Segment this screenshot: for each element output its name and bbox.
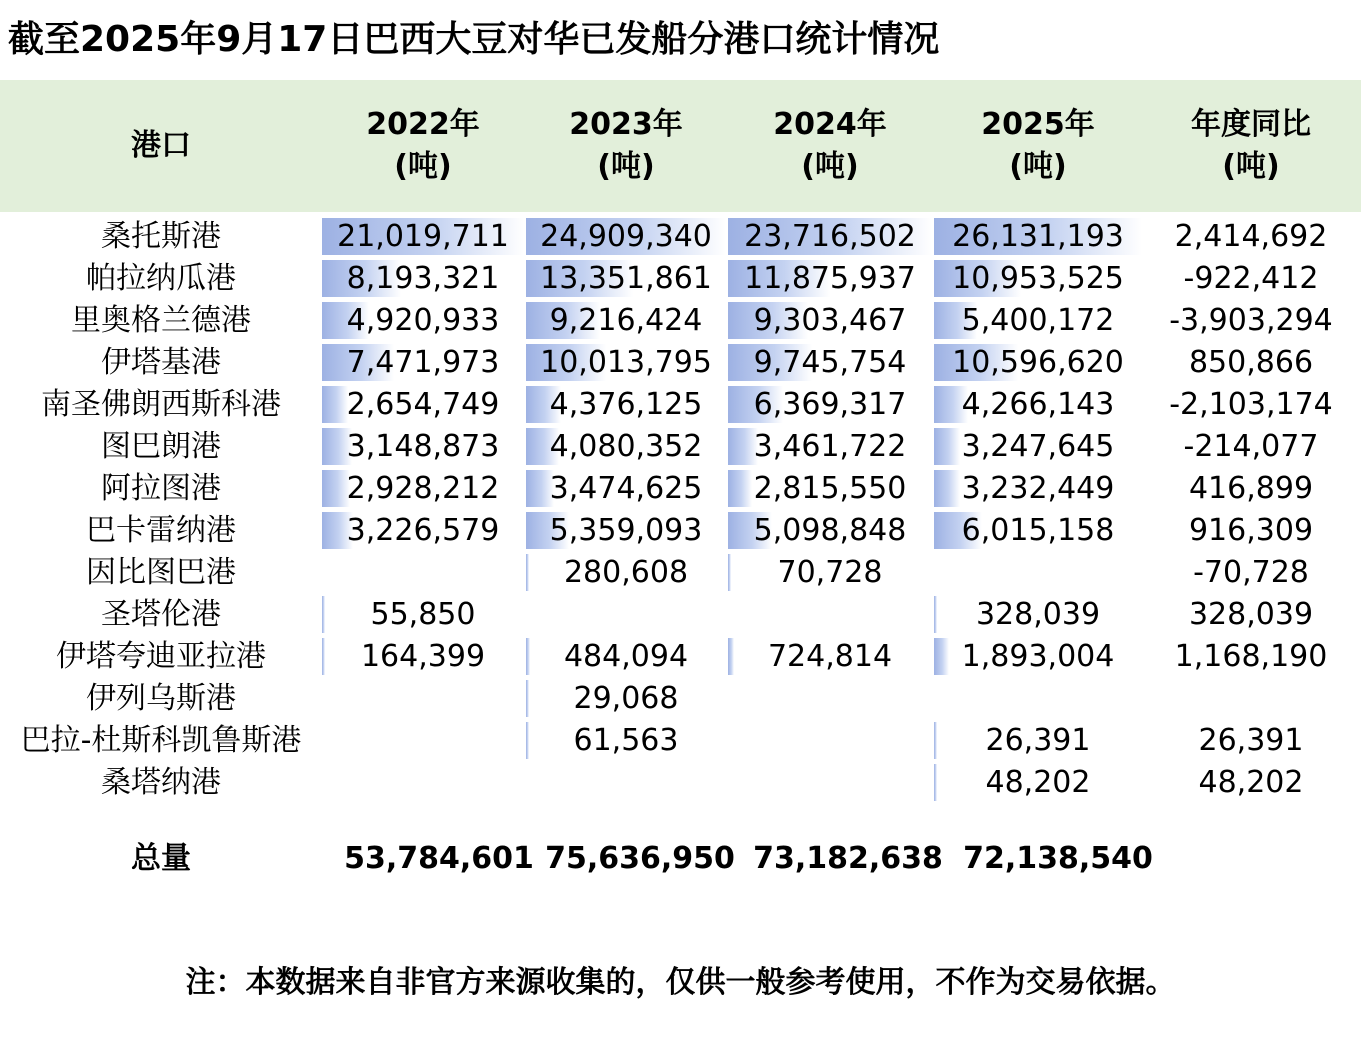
value-cell-y2025: [934, 426, 1142, 468]
value-label: -3,903,294: [1169, 303, 1333, 338]
header-label: 2023年: [569, 107, 683, 142]
port-name-cell: [0, 510, 322, 552]
value-cell-y2025: [934, 762, 1142, 804]
value-cell-y2024: [728, 258, 932, 300]
header-label: 年度同比: [1191, 107, 1311, 142]
port-name-cell: [0, 762, 322, 804]
header-label: 2025年: [981, 107, 1095, 142]
port-label: 巴拉-杜斯科凯鲁斯港: [20, 723, 302, 758]
header-unit: (吨): [1009, 149, 1067, 184]
table-row: [0, 552, 1361, 594]
value-label: 6,015,158: [961, 513, 1115, 548]
data-bar: [322, 596, 325, 633]
port-name-cell: [0, 216, 322, 258]
value-label: 9,216,424: [549, 303, 703, 338]
port-name-cell: [0, 636, 322, 678]
value-cell-y2025: [934, 552, 1142, 594]
value-cell-y2023: [526, 636, 726, 678]
value-cell-y2023: [526, 258, 726, 300]
value-cell-y2022: [322, 300, 524, 342]
table-row: [0, 258, 1361, 300]
header-label: 2022年: [366, 107, 480, 142]
port-name-cell: [0, 258, 322, 300]
value-label: 23,716,502: [744, 219, 916, 254]
value-cell-yoy: [1144, 426, 1358, 468]
data-bar: [934, 596, 937, 633]
value-label: 4,376,125: [549, 387, 703, 422]
value-label: 7,471,973: [346, 345, 500, 380]
value-cell-y2022: [322, 510, 524, 552]
value-label: -214,077: [1183, 429, 1319, 464]
value-label: 164,399: [360, 639, 486, 674]
page-title: 截至2025年9月17日巴西大豆对华已发船分港口统计情况: [8, 19, 940, 60]
value-cell-y2023: [526, 678, 726, 720]
value-label: 3,148,873: [346, 429, 500, 464]
value-label: 10,953,525: [952, 261, 1124, 296]
port-label: 伊塔夸迪亚拉港: [56, 639, 266, 674]
port-label: 帕拉纳瓜港: [86, 261, 236, 296]
value-label: 4,080,352: [549, 429, 703, 464]
port-label: 阿拉图港: [101, 471, 221, 506]
value-cell-y2023: [526, 762, 726, 804]
port-name-cell: [0, 384, 322, 426]
value-label: 484,094: [563, 639, 689, 674]
value-cell-y2022: [322, 762, 524, 804]
data-bar: [934, 638, 949, 675]
header-y2025: [934, 80, 1142, 212]
port-name-cell: [0, 426, 322, 468]
value-cell-yoy: [1144, 720, 1358, 762]
value-cell-y2022: [322, 594, 524, 636]
value-cell-yoy: [1144, 762, 1358, 804]
total-value-y2024: 73,182,638: [753, 841, 943, 876]
value-cell-y2024: [728, 594, 932, 636]
value-cell-y2022: [322, 720, 524, 762]
value-cell-yoy: [1144, 216, 1358, 258]
data-bar: [934, 722, 937, 759]
value-label: -2,103,174: [1169, 387, 1333, 422]
table-row: [0, 300, 1361, 342]
value-label: 6,369,317: [753, 387, 907, 422]
value-cell-yoy: [1144, 342, 1358, 384]
value-label: 26,391: [1198, 723, 1304, 758]
port-name-cell: [0, 300, 322, 342]
header-unit: (吨): [394, 149, 452, 184]
value-cell-yoy: [1144, 468, 1358, 510]
total-value-y2023: 75,636,950: [545, 841, 735, 876]
value-label: 13,351,861: [540, 261, 712, 296]
value-label: 61,563: [573, 723, 679, 758]
data-bar: [934, 764, 937, 801]
value-label: 10,013,795: [540, 345, 712, 380]
value-cell-y2024: [728, 510, 932, 552]
value-cell-y2022: [322, 342, 524, 384]
data-bar: [728, 638, 734, 675]
port-label: 伊塔基港: [101, 345, 221, 380]
port-name-cell: [0, 468, 322, 510]
value-cell-y2023: [526, 384, 726, 426]
port-label: 伊列乌斯港: [86, 681, 236, 716]
data-bar: [526, 638, 530, 675]
table-row: [0, 594, 1361, 636]
data-bar: [934, 428, 960, 465]
value-cell-yoy: [1144, 552, 1358, 594]
value-cell-y2025: [934, 678, 1142, 720]
value-cell-y2024: [728, 720, 932, 762]
table-row: [0, 678, 1361, 720]
total-label: 总量: [131, 841, 191, 876]
value-cell-yoy: [1144, 258, 1358, 300]
value-label: 8,193,321: [346, 261, 500, 296]
value-cell-y2023: [526, 552, 726, 594]
data-bar: [934, 470, 960, 507]
value-cell-y2022: [322, 384, 524, 426]
value-cell-y2022: [322, 678, 524, 720]
value-cell-yoy: [1144, 594, 1358, 636]
value-cell-y2024: [728, 468, 932, 510]
header-y2023: [526, 80, 726, 212]
value-cell-y2025: [934, 216, 1142, 258]
value-label: 3,232,449: [961, 471, 1115, 506]
value-label: 48,202: [1198, 765, 1304, 800]
value-cell-y2023: [526, 510, 726, 552]
value-cell-y2025: [934, 720, 1142, 762]
totals-row: [0, 836, 1361, 882]
value-label: 916,309: [1188, 513, 1314, 548]
value-label: 328,039: [1188, 597, 1314, 632]
value-cell-y2025: [934, 342, 1142, 384]
value-label: 1,893,004: [961, 639, 1115, 674]
value-label: 3,474,625: [549, 471, 703, 506]
data-bar: [526, 680, 529, 717]
header-label: 2024年: [773, 107, 887, 142]
header-y2022: [322, 80, 524, 212]
value-label: 10,596,620: [952, 345, 1124, 380]
value-label: 2,815,550: [753, 471, 907, 506]
data-bar: [728, 554, 731, 591]
value-cell-y2023: [526, 468, 726, 510]
port-label: 里奥格兰德港: [71, 303, 251, 338]
value-cell-y2022: [322, 426, 524, 468]
value-label: 11,875,937: [744, 261, 916, 296]
value-label: 5,400,172: [961, 303, 1115, 338]
value-label: 29,068: [573, 681, 679, 716]
value-cell-yoy: [1144, 636, 1358, 678]
data-bar: [322, 386, 348, 423]
value-label: 2,654,749: [346, 387, 500, 422]
header-y2024: [728, 80, 932, 212]
table-row: [0, 720, 1361, 762]
value-label: 2,414,692: [1174, 219, 1328, 254]
value-cell-y2022: [322, 636, 524, 678]
port-label: 桑塔纳港: [101, 765, 221, 800]
data-bar: [728, 470, 752, 507]
value-cell-y2024: [728, 678, 932, 720]
port-label: 因比图巴港: [86, 555, 236, 590]
value-cell-y2024: [728, 552, 932, 594]
value-label: 21,019,711: [337, 219, 509, 254]
value-cell-y2024: [728, 426, 932, 468]
value-cell-y2024: [728, 636, 932, 678]
port-label: 图巴朗港: [101, 429, 221, 464]
value-label: 4,920,933: [346, 303, 500, 338]
value-label: 24,909,340: [540, 219, 712, 254]
value-cell-y2022: [322, 552, 524, 594]
header-unit: (吨): [801, 149, 859, 184]
port-name-cell: [0, 594, 322, 636]
header-label: 港口: [131, 128, 191, 163]
value-cell-y2025: [934, 594, 1142, 636]
value-cell-y2024: [728, 216, 932, 258]
value-label: 416,899: [1188, 471, 1314, 506]
header-unit: (吨): [1222, 149, 1280, 184]
value-cell-yoy: [1144, 678, 1358, 720]
value-cell-y2025: [934, 510, 1142, 552]
value-cell-y2022: [322, 258, 524, 300]
value-cell-y2024: [728, 762, 932, 804]
table-row: [0, 510, 1361, 552]
port-label: 南圣佛朗西斯科港: [41, 387, 281, 422]
footnote: 注：本数据来自非官方来源收集的，仅供一般参考使用，不作为交易依据。: [185, 965, 1176, 1000]
value-cell-y2023: [526, 300, 726, 342]
value-label: 9,745,754: [753, 345, 907, 380]
value-cell-y2024: [728, 342, 932, 384]
table-row: [0, 384, 1361, 426]
value-label: 5,359,093: [549, 513, 703, 548]
port-label: 巴卡雷纳港: [86, 513, 236, 548]
value-label: 3,226,579: [346, 513, 500, 548]
value-cell-yoy: [1144, 384, 1358, 426]
value-label: -70,728: [1193, 555, 1309, 590]
value-cell-y2023: [526, 216, 726, 258]
value-label: 9,303,467: [753, 303, 907, 338]
table-row: [0, 342, 1361, 384]
port-name-cell: [0, 678, 322, 720]
value-cell-yoy: [1144, 510, 1358, 552]
port-name-cell: [0, 552, 322, 594]
data-bar: [526, 722, 529, 759]
port-label: 桑托斯港: [101, 219, 221, 254]
value-label: 26,391: [985, 723, 1091, 758]
value-label: 2,928,212: [346, 471, 500, 506]
port-label: 圣塔伦港: [101, 597, 221, 632]
value-label: 724,814: [767, 639, 893, 674]
value-label: 5,098,848: [753, 513, 907, 548]
value-label: 280,608: [563, 555, 689, 590]
value-cell-y2022: [322, 468, 524, 510]
value-label: 48,202: [985, 765, 1091, 800]
value-label: 26,131,193: [952, 219, 1124, 254]
value-cell-y2025: [934, 468, 1142, 510]
value-cell-y2023: [526, 426, 726, 468]
value-cell-y2022: [322, 216, 524, 258]
table-row: [0, 762, 1361, 804]
value-cell-y2023: [526, 720, 726, 762]
table-row: [0, 468, 1361, 510]
value-label: 3,461,722: [753, 429, 907, 464]
total-value-y2025: 72,138,540: [963, 841, 1153, 876]
value-label: 328,039: [975, 597, 1101, 632]
value-cell-y2023: [526, 342, 726, 384]
value-cell-y2025: [934, 258, 1142, 300]
value-cell-y2024: [728, 300, 932, 342]
value-label: 3,247,645: [961, 429, 1115, 464]
value-cell-y2024: [728, 384, 932, 426]
total-value-y2022: 53,784,601: [344, 841, 534, 876]
header-port: [0, 80, 322, 212]
value-label: 55,850: [370, 597, 476, 632]
value-cell-yoy: [1144, 300, 1358, 342]
value-label: -922,412: [1183, 261, 1319, 296]
value-label: 4,266,143: [961, 387, 1115, 422]
value-label: 70,728: [777, 555, 883, 590]
data-bar: [526, 554, 529, 591]
value-cell-y2025: [934, 636, 1142, 678]
table-row: [0, 636, 1361, 678]
port-name-cell: [0, 342, 322, 384]
value-cell-y2025: [934, 300, 1142, 342]
value-label: 1,168,190: [1174, 639, 1328, 674]
value-cell-y2025: [934, 384, 1142, 426]
port-name-cell: [0, 720, 322, 762]
value-cell-y2023: [526, 594, 726, 636]
data-bar: [322, 638, 325, 675]
header-yoy: [1144, 80, 1358, 212]
table-row: [0, 216, 1361, 258]
table-row: [0, 426, 1361, 468]
header-unit: (吨): [597, 149, 655, 184]
value-label: 850,866: [1188, 345, 1314, 380]
